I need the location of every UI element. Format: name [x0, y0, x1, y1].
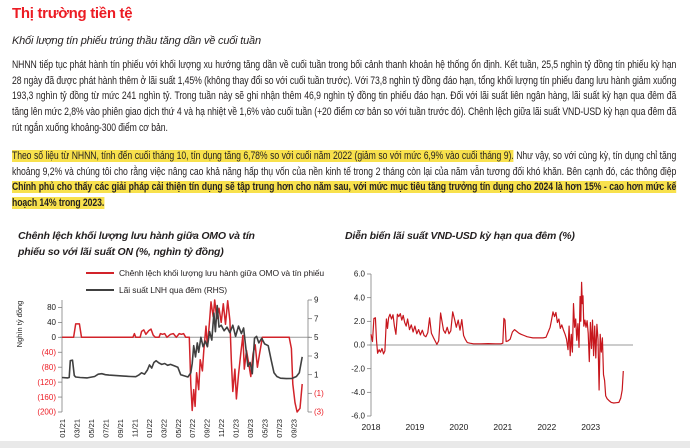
svg-text:2018: 2018 [361, 422, 381, 432]
right-chart-title: Diễn biến lãi suất VND-USD kỳ hạn qua đêm (%) [345, 230, 575, 242]
highlighted-text-credit-target: Chính phủ cho thấy các giải pháp cải thiện tín dụng sẽ tập trung hơn cho năm sau, với mức mục tiêu tăng trưởng tín dụng cho 2024 là hơn 15% - cao hơn mức kế hoạch 14% trong 2023. [12, 181, 677, 210]
svg-text:2021: 2021 [493, 422, 513, 432]
svg-text:0: 0 [51, 333, 56, 343]
svg-text:07/21: 07/21 [101, 419, 111, 438]
svg-text:(120): (120) [37, 377, 56, 387]
left-chart-plot [10, 292, 345, 448]
svg-text:01/23: 01/23 [231, 419, 241, 438]
svg-text:(40): (40) [41, 347, 56, 357]
svg-text:(80): (80) [41, 362, 56, 372]
omo-tbill-chart [10, 228, 345, 448]
svg-text:09/22: 09/22 [202, 419, 212, 438]
svg-text:05/21: 05/21 [86, 419, 96, 438]
svg-text:2022: 2022 [537, 422, 557, 432]
svg-text:2019: 2019 [405, 422, 425, 432]
svg-text:-4.0: -4.0 [351, 388, 365, 398]
svg-text:03/22: 03/22 [159, 419, 169, 438]
svg-text:2.0: 2.0 [353, 317, 365, 327]
svg-text:07/23: 07/23 [275, 419, 285, 438]
section-subtitle: Khối lượng tín phiếu trúng thầu tăng dần về cuối tuần [12, 35, 261, 47]
svg-text:03/21: 03/21 [72, 419, 82, 438]
dark-line-swatch [86, 289, 114, 291]
svg-text:80: 80 [47, 303, 56, 313]
svg-text:2023: 2023 [581, 422, 601, 432]
svg-text:40: 40 [47, 318, 56, 328]
svg-text:09/21: 09/21 [115, 419, 125, 438]
svg-text:5: 5 [314, 333, 319, 343]
paragraph-credit-growth [12, 149, 676, 212]
svg-text:7: 7 [314, 314, 319, 324]
highlighted-text-credit-data: Theo số liệu từ NHNN, tính đến cuối tháng 10, tín dụng tăng 6,78% so với cuối năm 2022 (giảm so với mức 6,9% vào cuối tháng 9). [12, 150, 514, 162]
svg-text:-2.0: -2.0 [351, 364, 365, 374]
svg-text:11/22: 11/22 [217, 419, 227, 438]
red-line-swatch [86, 272, 114, 274]
svg-text:6.0: 6.0 [353, 269, 365, 279]
svg-text:11/21: 11/21 [130, 419, 140, 438]
left-chart-title: Chênh lệch khối lượng lưu hành giữa OMO và tín phiếu so với lãi suất ON (%, nghìn tỷ đồng) [18, 230, 255, 258]
svg-text:07/22: 07/22 [188, 419, 198, 438]
legend-label: Lãi suất LNH qua đêm (RHS) [119, 284, 227, 295]
svg-text:03/23: 03/23 [246, 419, 256, 438]
svg-text:2020: 2020 [449, 422, 469, 432]
svg-text:01/21: 01/21 [58, 419, 67, 438]
plain-text-credit-comment: Như vậy, so với cùng kỳ, tín dụng chỉ tăng khoảng 9,2% và chúng tôi cho rằng việc nâng cao khả năng hấp thụ vốn của nền kinh tế trong 2 tháng còn lại của năm vẫn tương đối khó khăn. Bên cạnh đó, các thông điệp [12, 150, 677, 178]
svg-text:01/22: 01/22 [144, 419, 154, 438]
svg-text:1: 1 [314, 370, 319, 380]
svg-text:09/23: 09/23 [289, 419, 299, 438]
svg-text:(1): (1) [314, 389, 324, 399]
legend-item-omo-gap [86, 265, 324, 282]
svg-text:0.0: 0.0 [353, 340, 365, 350]
svg-text:(160): (160) [37, 392, 56, 402]
legend-label: Chênh lệch khối lượng lưu hành giữa OMO và tín phiếu [119, 268, 325, 278]
right-chart-plot [345, 266, 690, 444]
svg-text:4.0: 4.0 [353, 293, 365, 303]
svg-text:(3): (3) [314, 407, 324, 417]
section-title: Thị trường tiền tệ [12, 5, 133, 22]
footer-strip [0, 441, 690, 448]
svg-text:05/22: 05/22 [173, 419, 183, 438]
paragraph-money-market: NHNN tiếp tục phát hành tín phiếu với khối lượng xu hướng tăng dần về cuối tuần trong bối cảnh thanh khoản hệ thống ổn định. Kết tuần, 25,5 nghìn tỷ đồng tín phiếu kỳ hạn 28 ngày đã được phát hành thêm ở lãi suất 1,45% (không thay đổi so với cuối tuần trước). Với 73,8 nghìn tỷ đồng đáo hạn, tổng khối lượng tín phiếu đang lưu hành giảm xuống 193,3 nghìn tỷ đồng từ mức 241 nghìn tỷ. Trong tuần này sẽ ghi nhận thêm 46,9 nghìn tỷ đồng tin phiếu đáo hạn. Đối với lãi suất liên ngân hàng, lãi suất kỳ hạn qua đêm đã tăng lên mức 2,8% vào phiên giao dịch thứ 4 và hạ nhiệt về 1,6% vào cuối tuần (+20 điểm cơ bản so với tuần trước đó). Chênh lệch giữa lãi suất VND-USD kỳ hạn qua đêm đã rút ngắn xuống khoảng-300 điểm cơ bản. [12, 59, 677, 134]
svg-text:05/23: 05/23 [260, 419, 270, 438]
svg-text:Nghìn tỷ đồng: Nghìn tỷ đồng [15, 300, 24, 348]
svg-text:(200): (200) [37, 407, 56, 417]
vnd-usd-rate-chart [345, 228, 690, 448]
svg-text:9: 9 [314, 295, 319, 305]
svg-text:3: 3 [314, 351, 319, 361]
svg-text:-6.0: -6.0 [351, 411, 365, 421]
